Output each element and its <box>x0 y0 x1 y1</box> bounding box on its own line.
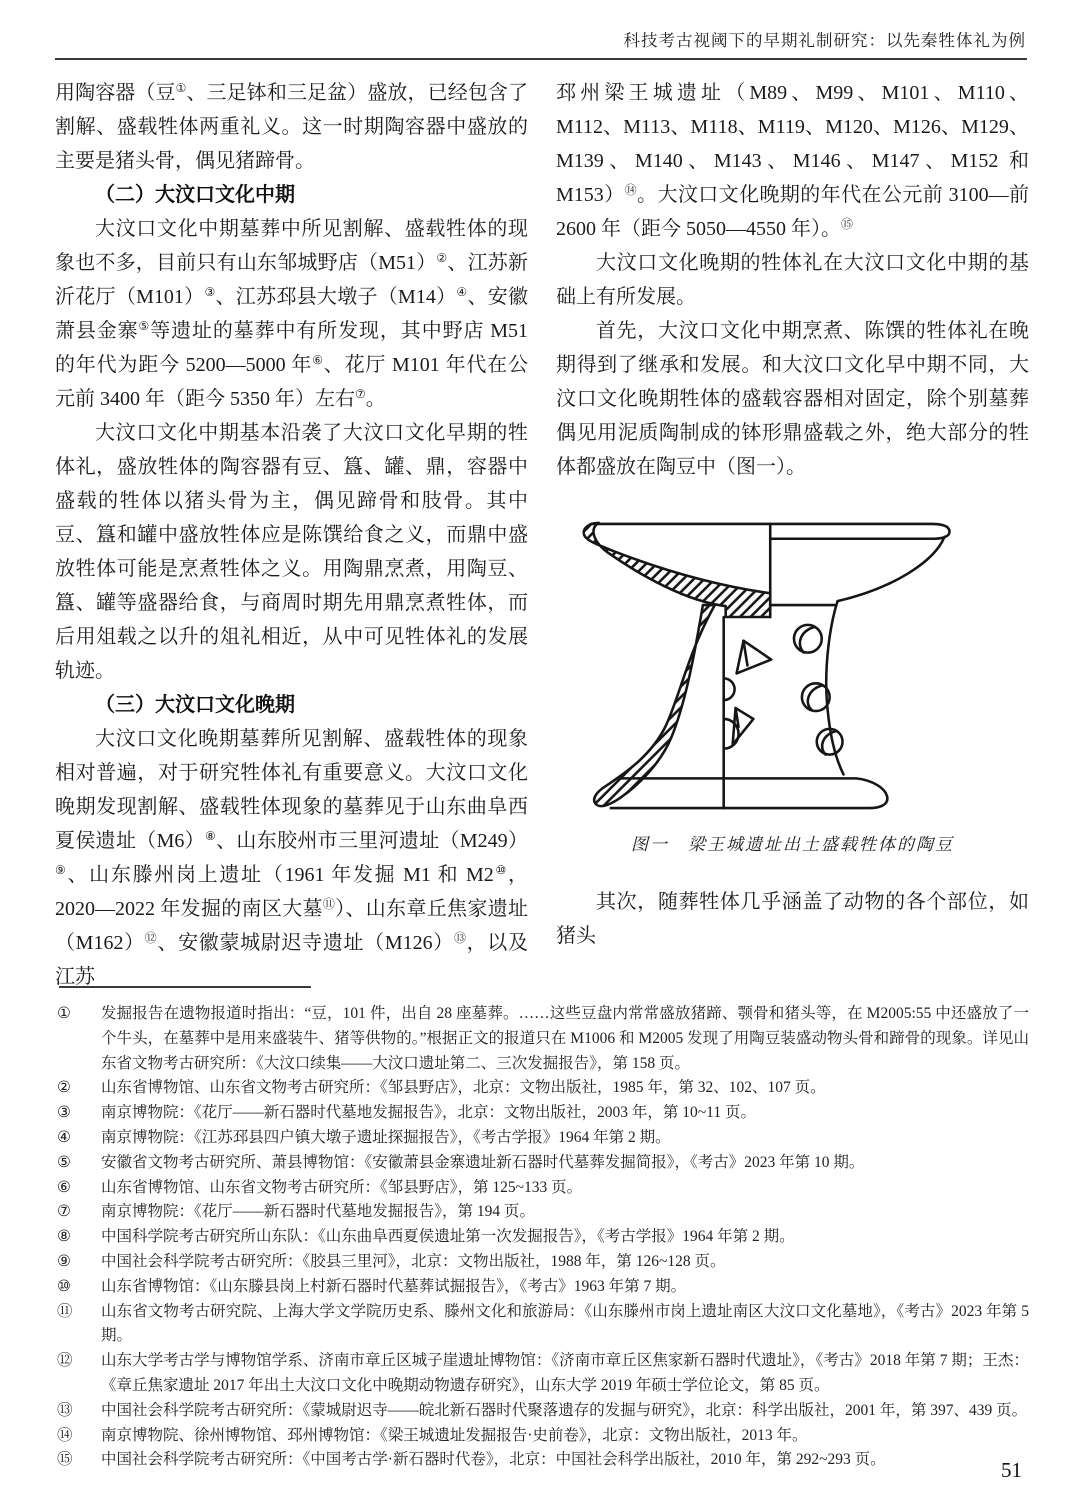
footnote-separator <box>59 986 311 988</box>
paragraph: 用陶容器（豆①、三足钵和三足盆）盛放，已经包含了割解、盛载牲体两重礼义。这一时期陶容器中盛放的主要是猪头骨，偶见猪蹄骨。 <box>55 81 529 172</box>
footnote-marker: ⑪ <box>57 1302 73 1320</box>
footnote-item <box>57 1424 1029 1449</box>
footnote-text: 南京博物院：《江苏邳县四户镇大墩子遗址探掘报告》，《考古学报》1964 年第 2 期。 <box>101 1128 671 1146</box>
footnote-marker: ③ <box>57 1104 71 1122</box>
two-column-body <box>55 76 1029 994</box>
footnote-marker: ② <box>57 1079 71 1097</box>
figure-caption: 图一 梁王城遗址出土盛载牲体的陶豆 <box>631 835 954 854</box>
footnote-item <box>57 1101 1029 1126</box>
figure-dou-drawing <box>575 514 1011 816</box>
footnote-text: 中国社会科学院考古研究所：《胶县三里河》，北京：文物出版社，1988 年，第 126~128 页。 <box>101 1252 726 1270</box>
footnote-text: 山东省文物考古研究院、上海大学文学院历史系、滕州文化和旅游局：《山东滕州市岗上遗址南区大汶口文化墓地》，《考古》2023 年第 5 期。 <box>101 1302 1029 1345</box>
footnote-item <box>57 1275 1029 1300</box>
footnote-text: 发掘报告在遗物报道时指出：“豆，101 件，出自 28 座墓葬。……这些豆盘内常常盛放猪蹄、颚骨和猪头等，在 M2005:55 中还盛放了一个牛头，在墓葬中是用来盛装牛、猪等供物的。”根据正文的报道只在 M1006 和 M2005 发现了用陶豆装盛动物头骨和蹄骨的现象。详见山东省文物考古研究所：《大汶口续集——大汶口遗址第二、三次发掘报告》，第 158 页。 <box>101 1005 1029 1072</box>
footnote-text: 南京博物院：《花厅——新石器时代墓地发掘报告》，北京：文物出版社，2003 年，第 10~11 页。 <box>101 1104 756 1122</box>
footnote-item <box>57 1126 1029 1151</box>
paragraph: 邳州梁王城遗址（M89、M99、M101、M110、M112、M113、M118、M119、M120、M126、M129、M139、M140、M143、M146、M147、M152 和 M153）⑭。大汶口文化晚期的年代在公元前 3100—前 2600 年（距今 5050—4550 年）。⑮ <box>556 82 1029 240</box>
paragraph: 其次，随葬牲体几乎涵盖了动物的各个部位，如猪头 <box>556 891 1029 947</box>
footnote-marker: ① <box>57 1005 71 1022</box>
footnote-marker: ⑦ <box>57 1203 71 1221</box>
paragraph: 首先，大汶口文化中期烹煮、陈馔的牲体礼在晚期得到了继承和发展。和大汶口文化早中期不同，大汶口文化晚期牲体的盛载容器相对固定，除个别墓葬偶见用泥质陶制成的钵形鼎盛载之外，绝大部分的牲体都盛放在陶豆中（图一）。 <box>556 320 1029 478</box>
footnote-marker: ⑧ <box>57 1228 71 1246</box>
section-heading-2: （二）大汶口文化中期 <box>95 184 295 206</box>
footnote-item <box>57 1399 1029 1424</box>
footnote-item <box>57 1300 1029 1350</box>
footnote-text: 山东省博物馆：《山东滕县岗上村新石器时代墓葬试掘报告》，《考古》1963 年第 7 期。 <box>101 1277 687 1295</box>
section-heading-3: （三）大汶口文化晚期 <box>95 694 295 716</box>
footnote-item <box>57 1200 1029 1225</box>
footnote-text: 中国科学院考古研究所山东队：《山东曲阜西夏侯遗址第一次发掘报告》，《考古学报》1964 年第 2 期。 <box>101 1228 795 1246</box>
footnote-marker: ⑭ <box>57 1426 73 1444</box>
footnote-marker: ⑨ <box>57 1252 71 1270</box>
footnote-marker: ⑫ <box>57 1352 73 1370</box>
footnote-marker: ⑥ <box>57 1178 71 1196</box>
footnote-text: 中国社会科学院考古研究所：《中国考古学·新石器时代卷》，北京：中国社会科学出版社，2010 年，第 292~293 页。 <box>101 1451 886 1469</box>
footnote-text: 南京博物院：《花厅——新石器时代墓地发掘报告》，第 194 页。 <box>101 1203 536 1221</box>
footnote-text: 南京博物院、徐州博物馆、邳州博物馆：《梁王城遗址发掘报告·史前卷》，北京：文物出版社，2013 年。 <box>101 1426 808 1444</box>
footnote-text: 山东省博物馆、山东省文物考古研究所：《邹县野店》，第 125~133 页。 <box>101 1178 583 1196</box>
footnote-item <box>57 1176 1029 1201</box>
footnote-item <box>57 1448 1029 1473</box>
footnote-text: 山东省博物馆、山东省文物考古研究所：《邹县野店》，北京：文物出版社，1985 年，第 32、102、107 页。 <box>101 1079 826 1097</box>
footnote-text: 中国社会科学院考古研究所：《蒙城尉迟寺——皖北新石器时代聚落遗存的发掘与研究》，北京：科学出版社，2001 年，第 397、439 页。 <box>101 1401 1028 1419</box>
footnote-item <box>57 1151 1029 1176</box>
footnote-marker: ⑬ <box>57 1401 73 1419</box>
footnote-marker: ⑤ <box>57 1153 71 1171</box>
running-head-title: 科技考古视阈下的早期礼制研究：以先秦牲体礼为例 <box>623 31 1026 50</box>
paragraph: 大汶口文化中期墓葬中所见割解、盛载牲体的现象也不多，目前只有山东邹城野店（M51）②、江苏新沂花厅（M101）③、江苏邳县大墩子（M14）④、安徽萧县金寨⑤等遗址的墓葬中有所发现，其中野店 M51 的年代为距今 5200—5000 年⑥、花厅 M101 年代在公元前 3400 年（距今 5350 年）左右⑦。 <box>55 218 529 410</box>
paragraph: 大汶口文化晚期的牲体礼在大汶口文化中期的基础上有所发展。 <box>556 252 1029 308</box>
footnote-item <box>57 1250 1029 1275</box>
footnote-item <box>57 1349 1029 1399</box>
paragraph: 大汶口文化晚期墓葬所见割解、盛载牲体的现象相对普遍，对于研究牲体礼有重要意义。大汶口文化晚期发现割解、盛载牲体现象的墓葬见于山东曲阜西夏侯遗址（M6）⑧、山东胶州市三里河遗址（M249）⑨、山东滕州岗上遗址（1961 年发掘 M1 和 M2⑩，2020—2022 年发掘的南区大墓⑪）、山东章丘焦家遗址（M162）⑫、安徽蒙城尉迟寺遗址（M126）⑬，以及江苏 <box>55 728 529 988</box>
figure-block <box>556 514 1029 855</box>
header-rule <box>55 58 1027 60</box>
footnote-marker: ⑮ <box>57 1451 73 1469</box>
footnote-text: 山东大学考古学与博物馆学系、济南市章丘区城子崖遗址博物馆：《济南市章丘区焦家新石器时代遗址》，《考古》2018 年第 7 期；王杰：《章丘焦家遗址 2017 年出土大汶口文化中晚期动物遗存研究》，山东大学 2019 年硕士学位论文，第 85 页。 <box>101 1352 1029 1394</box>
right-column <box>556 76 1029 994</box>
left-column <box>55 76 528 994</box>
footnote-item <box>57 1002 1029 1076</box>
footnote-text: 安徽省文物考古研究所、萧县博物馆：《安徽萧县金寨遗址新石器时代墓葬发掘简报》，《考古》2023 年第 10 期。 <box>101 1153 865 1171</box>
footnote-item <box>57 1076 1029 1101</box>
footnote-item <box>57 1225 1029 1250</box>
paragraph: 大汶口文化中期基本沿袭了大汶口文化早期的牲体礼，盛放牲体的陶容器有豆、簋、罐、鼎，容器中盛载的牲体以猪头骨为主，偶见蹄骨和肢骨。其中豆、簋和罐中盛放牲体应是陈馔给食之义，而鼎中盛放牲体可能是烹煮牲体之义。用陶鼎烹煮，用陶豆、簋、罐等盛器给食，与商周时期先用鼎烹煮牲体，而后用俎载之以升的俎礼相近，从中可见牲体礼的发展轨迹。 <box>55 422 528 682</box>
footnote-marker: ④ <box>57 1128 71 1146</box>
page-number: 51 <box>1001 1458 1022 1482</box>
footnotes-section <box>57 986 1029 1473</box>
footnote-marker: ⑩ <box>57 1277 71 1295</box>
